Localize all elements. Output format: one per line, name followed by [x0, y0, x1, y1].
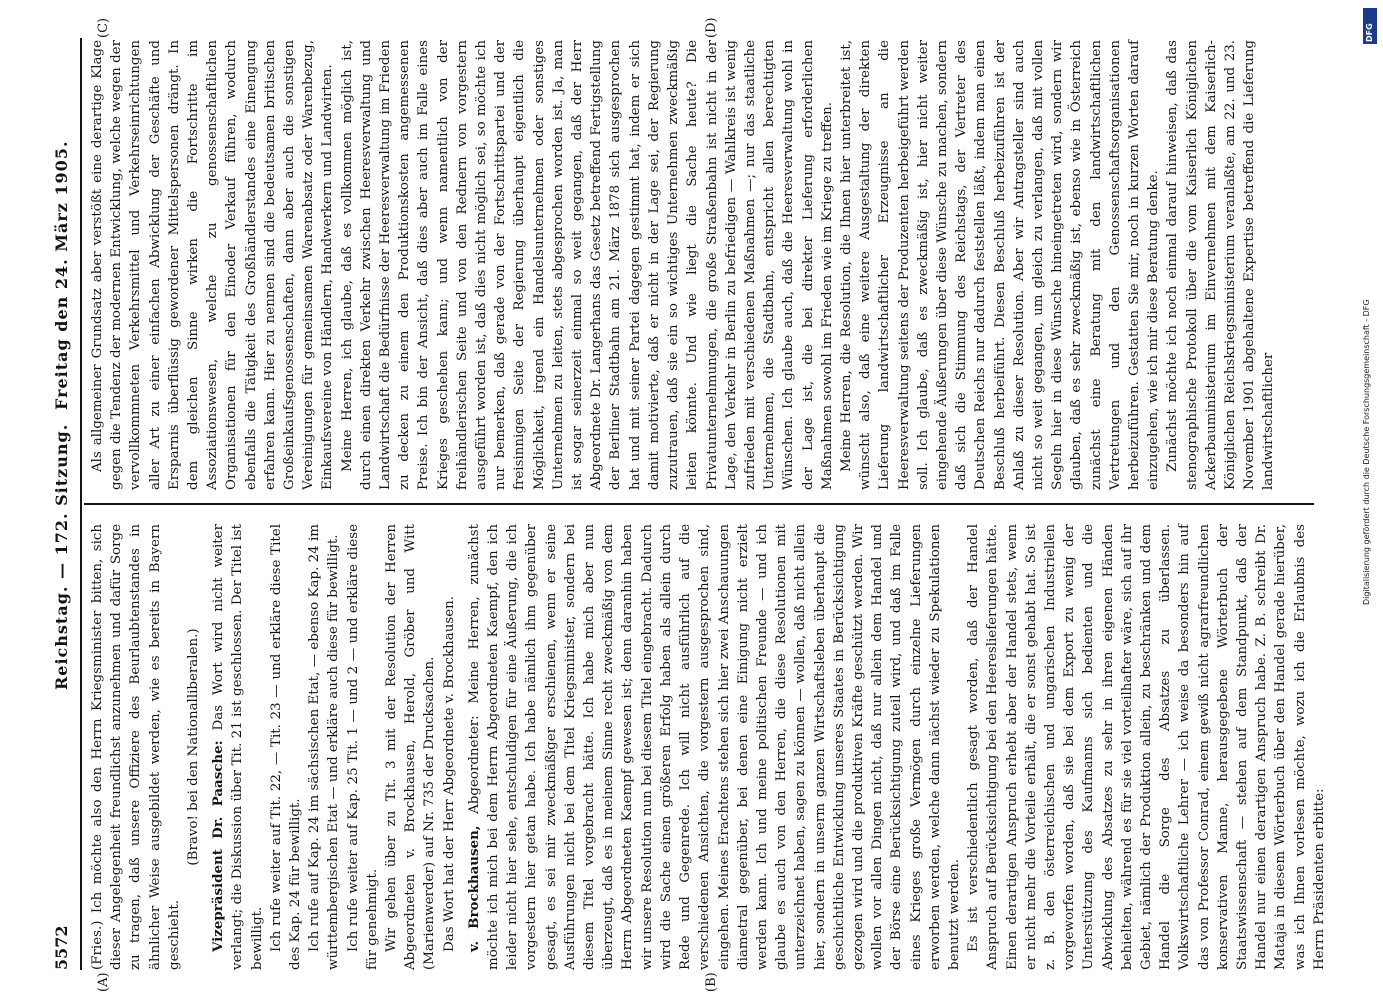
header-rule — [80, 38, 82, 970]
paragraph: Ich rufe weiter auf Tit. 22, — Tit. 23 — und erkläre diese Titel des Kap. 24 für bewilligt. — [268, 524, 304, 970]
speaker-name: v. Brockhausen, — [465, 825, 482, 952]
paragraph: Es ist verschiedentlich gesagt worden, daß der Handel Anspruch auf Berücksichtigung bei den Heereslieferungen hätte. Einen derartigen Anspruch erhebt aber der Handel stets, wenn er nicht mehr die Vorteile erhält, die er sonst gehabt hat. So ist z. B. den österreichischen und ungarischen Industriellen vorgeworfen worden, daß sie bei dem Export zu wenig der Unterstützung des Kaufmanns sich bedienten und die Abwicklung des Absatzes zu sehr in ihren eigenen Händen behielten, während es für sie viel vorteilhafter wäre, sich auf ihr Gebiet, nämlich der Produktion allein, zu beschränken und dem Handel die Sorge des Absatzes zu überlassen. Volkswirtschaftliche Lehrer — ich weise da besonders hin auf das von Professor Conrad, einem gewiß nicht agrarfreundlichen konservativen Manne, herausgegebene Wörterbuch der Staatswissenschaft — stehen auf dem Standpunkt, daß der Handel nur einen derartigen Anspruch habe. Z. B. schreibt Dr. Matajа in diesem Wörterbuch über den Handel gerade hierüber, was ich Ihnen vorlesen möchte, wozu ich die Erlaubnis des Herrn Präsidenten erbitte: — [966, 524, 1327, 970]
right-column — [88, 40, 1279, 490]
speaker-name: Vizepräsident Dr. Paasche: — [210, 740, 227, 952]
speech-text: Abgeordneter: Meine Herren, zunächst möchte ich mich bei dem Herrn Abgeordneten Kaempf, den ich leider nicht hier sehe, entschuldigen für eine Äußerung, die ich vorgestern hier getan habe. Ich habe nämlich ihm gegenüber gesagt, es sei mir zweckmäßiger erschienen, wenn er seine Ausführungen nicht bei dem Titel Kriegsminister, sondern bei diesem Titel vorgebracht hätte. Ich habe mich aber nun überzeugt, daß es in meinem Sinne recht zweckmäßig von dem Herrn Abgeordneten Kaempf gewesen ist; denn daranhin haben wir unsere Resolution nun bei diesem Titel eingebracht. Dadurch wird die Sache einen größeren Erfolg haben als allein durch Rede und Gegenrede. Ich will nicht ausführlich auf die verschiedenen Ansichten, die vorgestern ausgesprochen sind, eingehen. Meines Erachtens stehen sich hier zwei Anschauungen diametral gegenüber, bei denen eine Einigung nicht erzielt werden kann. Ich und meine politischen Freunde — und ich glaube es auch von den Herren, die diese Resolutionen mit unterzeichnet haben, sagen zu können — wollen, daß nicht allein hier, sondern in unserm ganzen Wirtschaftsleben überhaupt die geschichtliche Entwicklung unseres Staates in Berücksichtigung gezogen wird und die produktiven Kräfte geschützt werden. Wir wollen vor allen Dingen nicht, daß nur allein dem Handel und der Börse eine Berücksichtigung zuteil wird, und daß im Falle eines Krieges große Vermögen durch einzelne Lieferungen erworben werden, welche dann nächst wieder zu Spekulationen benutzt werden. — [466, 524, 962, 970]
paragraph: Wir gehen über zu Tit. 3 mit der Resolution der Herren Abgeordneten v. Brockhausen, Herold, Gröber und Witt (Marienwerder) auf Nr. 735 der Drucksachen. — [384, 524, 438, 970]
dfg-logo — [1363, 8, 1377, 44]
left-column — [88, 524, 1329, 970]
paragraph: Ich rufe auf Kap. 24 im sächsischen Etat, — ebenso Kap. 24 im württembergischen Etat — und erkläre auch diese für bewilligt. — [307, 524, 342, 970]
speech-text: Das Wort wird nicht weiter verlangt; die Diskussion über Tit. 21 ist geschlossen. Der Titel ist bewilligt. — [211, 524, 265, 970]
margin-mark-a: (A) — [96, 972, 111, 992]
margin-mark-c: (C) — [96, 17, 111, 38]
paragraph: Ich rufe weiter auf Kap. 25 Tit. 1 — und 2 — und erkläre diese für genehmigt. — [345, 524, 380, 970]
running-title: Reichstag. — 172. Sitzung. — [52, 423, 71, 690]
digitization-note-text: Digitalisierung gefördert durch die Deutsche Forschungsgemeinschaft - DFG — [1362, 299, 1371, 605]
dfg-logo-text: DFG — [1365, 23, 1374, 42]
page-header — [52, 38, 78, 970]
quoted-paragraph: Als allgemeiner Grundsatz aber verstößt eine derartige Klage gegen die Tendenz der modernen Entwicklung, welche wegen der vervollkommneten Verkehrsmittel und Verkehrseinrichtungen aller Art zu einer einfachen Abwicklung der Geschäfte und Ersparnis überflüssig gewordener Mittelspersonen drängt. In dem gleichen Sinne wirken die Fortschritte im Assoziationswesen, welche zu genossenschaftlichen Organisationen für den Einoder Verkauf führen, wodurch ebenfalls die Tätigkeit des Großhändlerstandes eine Einengung erfahren kann. Hier zu nennen sind die bedeutsamen britischen Großeinkaufsgenossenschaften, dann aber auch die sonstigen Vereinigungen für gemeinsamen Warenabsatz oder Warenbezug, Einkaufsvereine von Händlern, Handwerkern und Landwirten. — [90, 40, 336, 490]
paragraph: Meine Herren, ich glaube, daß es vollkommen möglich ist, durch einen direkten Verkehr zwischen Heeresverwaltung und Landwirtschaft die Bedürfnisse der Heeresverwaltung im Frieden zu decken zu einem den Produktionskosten angemessenen Preise. Ich bin der Ansicht, daß dies aber auch im Falle eines Krieges geschehen kann; und wenn namentlich von der freihändlerischen Seite und von den Rednern von vorgestern ausgeführt worden ist, daß dies nicht möglich sei, so möchte ich nur bemerken, daß gerade von der Fortschrittspartei und der freisinnigen Seite der Regierung überhaupt eigentlich die Möglichkeit, irgend ein Handelsunternehmen oder sonstiges Unternehmen zu leiten, stets abgesprochen worden ist. Ja, man ist sogar seinerzeit einmal so weit gegangen, daß der Herr Abgeordnete Dr. Langerhans das Gesetz betreffend Fertigstellung der Berliner Stadtbahn am 21. März 1878 sich ausgesprochen hat und mit seiner Partei dagegen gestimmt hat, indem er sich damit motivierte, daß er nicht in der Lage sei, der Regierung zuzutrauen, daß sie ein so wichtiges Unternehmen zweckmäßig leiten könnte. Und wie liegt die Sache heute? Die Privatunternehmungen, die große Straßenbahn ist nicht in der Lage, den Verkehr in Berlin zu befriedigen — Wahlkreis ist wenig zufrieden mit verschiedenen Maßnahmen —; nur das staatliche Unternehmen, die Stadtbahn, entspricht allen berechtigten Wünschen. Ich glaube auch, daß die Heeresverwaltung wohl in der Lage ist, die bei direkter Lieferung erforderlichen Maßnahmen sowohl im Frieden wie im Kriege zu treffen. — [339, 40, 835, 490]
paragraph — [465, 524, 964, 970]
margin-mark-b: (B) — [704, 972, 719, 992]
paragraph: Zunächst möchte ich noch einmal darauf hinweisen, daß das stenographische Protokoll über die vom Kaiserlich Königlichen Ackerbauministerium im Einvernehmen mit dem Kaiserlich-Königlichen Reichskriegsministerium veranlaßte, am 22. und 23. November 1901 abgehaltene Expertise betreffend die Lieferung landwirtschaftlicher — [1165, 40, 1277, 490]
column-divider — [84, 503, 1314, 505]
paragraph: Das Wort hat der Herr Abgeordnete v. Brockhausen. — [441, 595, 457, 952]
digitization-note — [1358, 10, 1378, 610]
applause-note: (Bravo! bei den Nationalliberalen.) — [186, 628, 202, 866]
page-number: 5572 — [52, 925, 71, 970]
paragraph — [209, 524, 267, 970]
paragraph: (Fries.) Ich möchte also den Herrn Kriegsminister bitten, sich dieser Angelegenheit freundlichst anzunehmen und dafür Sorge zu tragen, daß unsere Offiziere des Beurlaubtenstandes in ähnlicher Weise ausgebildet werden, wie es bereits in Bayern geschieht. — [90, 524, 182, 970]
paragraph: Meine Herren, die Resolution, die Ihnen hier unterbreitet ist, wünscht also, daß eine weitere Ausgestaltung der direkten Lieferung landwirtschaftlicher Erzeugnisse an die Heeresverwaltung seitens der Produzenten herbeigeführt werden soll. Ich glaube, daß es zweckmäßig ist, hier nicht weiter eingehende Äußerungen über diese Wünsche zu machen, sondern daß sich die Stimmung des Reichstags, der Vertreter des Deutschen Reichs nur dadurch feststellen läßt, indem man einen Beschluß herbeiführt. Diesen Beschluß herbeizuführen ist der Anlaß zu dieser Resolution. Aber wir Antragsteller sind auch nicht so weit gegangen, um gleich zu verlangen, daß mit vollen Segeln hier in diese Wünsche hineingetreten wird, sondern wir glauben, daß es sehr zweckmäßig ist, ebenso wie in Österreich zunächst eine Beratung mit den landwirtschaftlichen Vertretungen und den Genossenschaftsorganisationen herbeizuführen. Gestatten Sie mir, noch in kurzen Worten darauf einzugehen, wie ich mir diese Beratung denke. — [838, 40, 1162, 490]
margin-mark-d: (D) — [704, 17, 719, 38]
session-date: Freitag den 24. März 1905. — [52, 140, 71, 410]
